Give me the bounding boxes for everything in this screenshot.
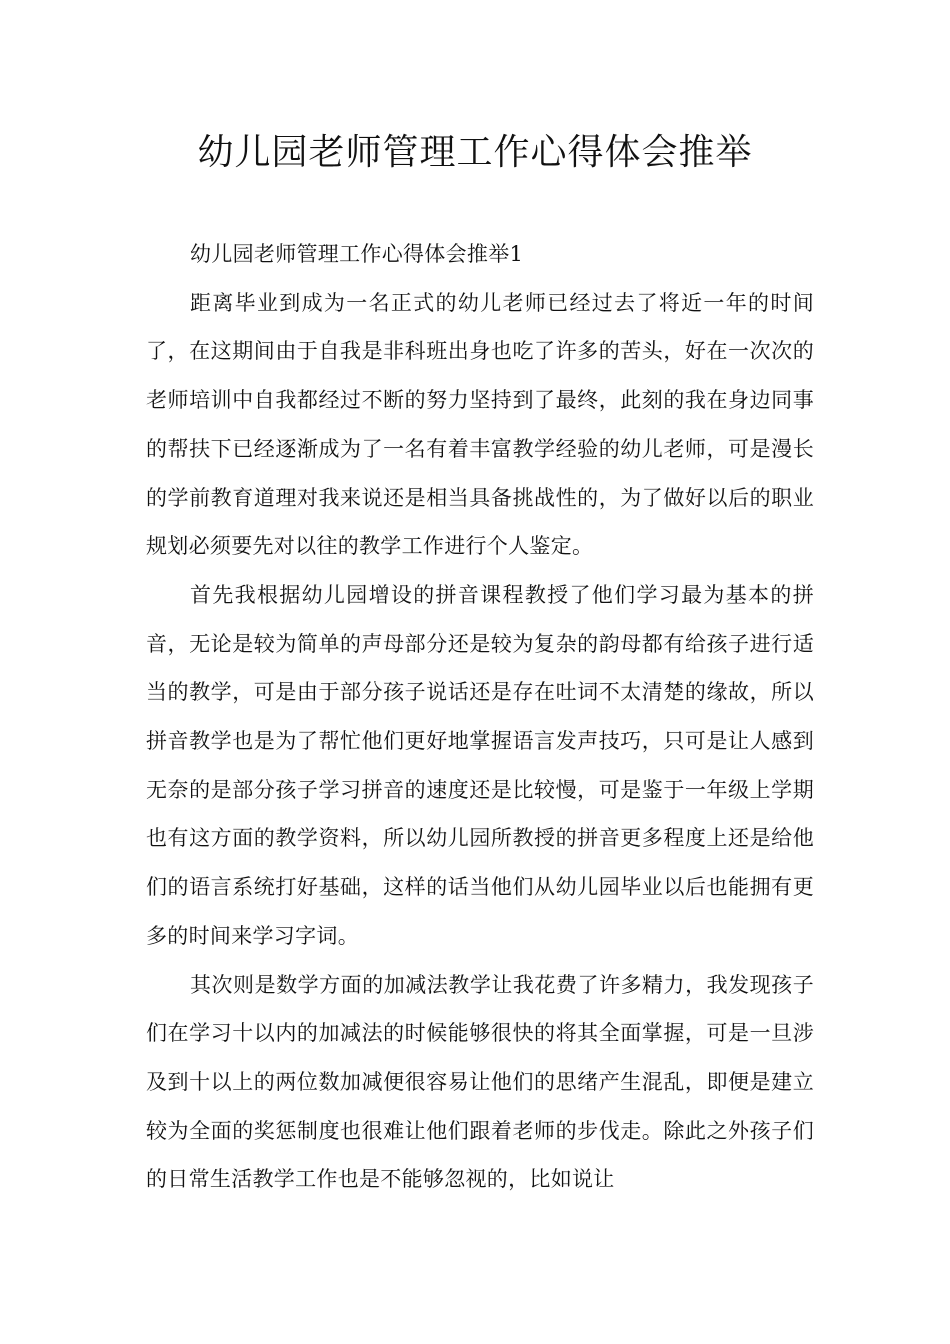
document-title: 幼儿园老师管理工作心得体会推举	[197, 132, 753, 173]
paragraph-2: 首先我根据幼儿园增设的拼音课程教授了他们学习最为基本的拼音，无论是较为简单的声母部分还是较为复杂的韵母都有给孩子进行适当的教学，可是由于部分孩子说话还是存在吐词不太清楚的缘故，所以拼音教学也是为了帮忙他们更好地掌握语言发声技巧，只可是让人感到无奈的是部分孩子学习拼音的速度还是比较慢，可是鉴于一年级上学期也有这方面的教学资料，所以幼儿园所教授的拼音更多程度上还是给他们的语言系统打好基础，这样的话当他们从幼儿园毕业以后也能拥有更多的时间来学习字词。	[146, 582, 814, 948]
paragraph-1: 距离毕业到成为一名正式的幼儿老师已经过去了将近一年的时间了，在这期间由于自我是非科班出身也吃了许多的苦头，好在一次次的老师培训中自我都经过不断的努力坚持到了最终，此刻的我在身边同事的帮扶下已经逐渐成为了一名有着丰富教学经验的幼儿老师，可是漫长的学前教育道理对我来说还是相当具备挑战性的，为了做好以后的职业规划必须要先对以往的教学工作进行个人鉴定。	[146, 290, 814, 559]
paragraph-3: 其次则是数学方面的加减法教学让我花费了许多精力，我发现孩子们在学习十以内的加减法的时候能够很快的将其全面掌握，可是一旦涉及到十以上的两位数加减便很容易让他们的思绪产生混乱，即便是建立较为全面的奖惩制度也很难让他们跟着老师的步伐走。除此之外孩子们的日常生活教学工作也是不能够忽视的，比如说让	[146, 972, 814, 1192]
document-body	[146, 230, 814, 1204]
section-heading: 幼儿园老师管理工作心得体会推举1	[190, 242, 524, 266]
